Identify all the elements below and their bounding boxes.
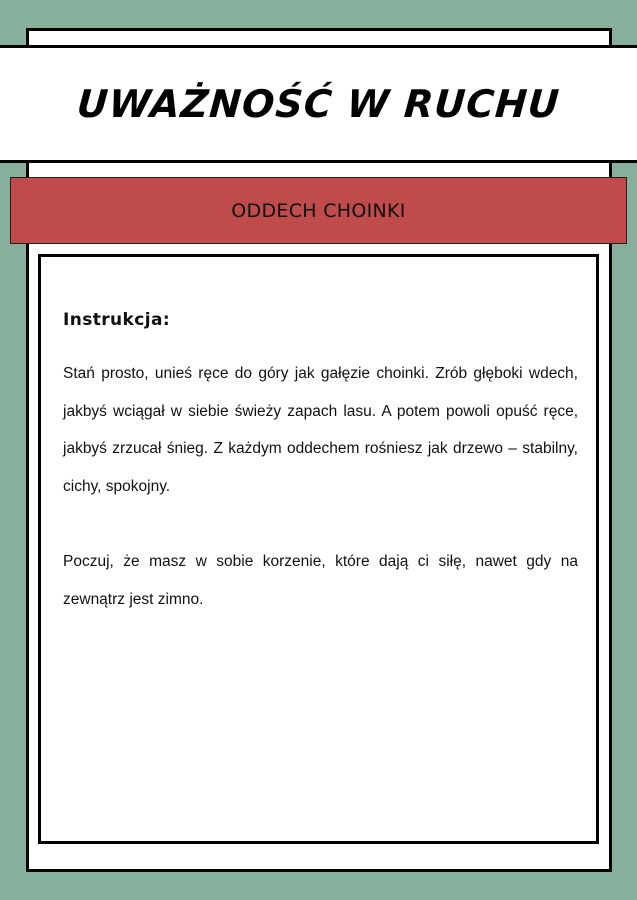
page-title: UWAŻNOŚĆ W RUCHU (75, 82, 562, 126)
instruction-heading: Instrukcja: (63, 310, 171, 330)
section-banner (10, 177, 627, 244)
instruction-paragraph-1: Stań prosto, unieś ręce do góry jak gałęzie choinki. Zrób głęboki wdech, jakbyś wciągał w siebie świeży zapach lasu. A potem powoli opuść ręce, jakbyś zrzucał śnieg. Z każdym oddechem rośniesz jak drzewo – stabilny, cichy, spokojny. (63, 365, 578, 495)
instruction-card (38, 254, 599, 844)
instruction-paragraph-2: Poczuj, że masz w sobie korzenie, które dają ci siłę, nawet gdy na zewnątrz jest zimno. (63, 553, 578, 608)
section-title: ODDECH CHOINKI (231, 199, 406, 222)
title-band (0, 45, 637, 163)
